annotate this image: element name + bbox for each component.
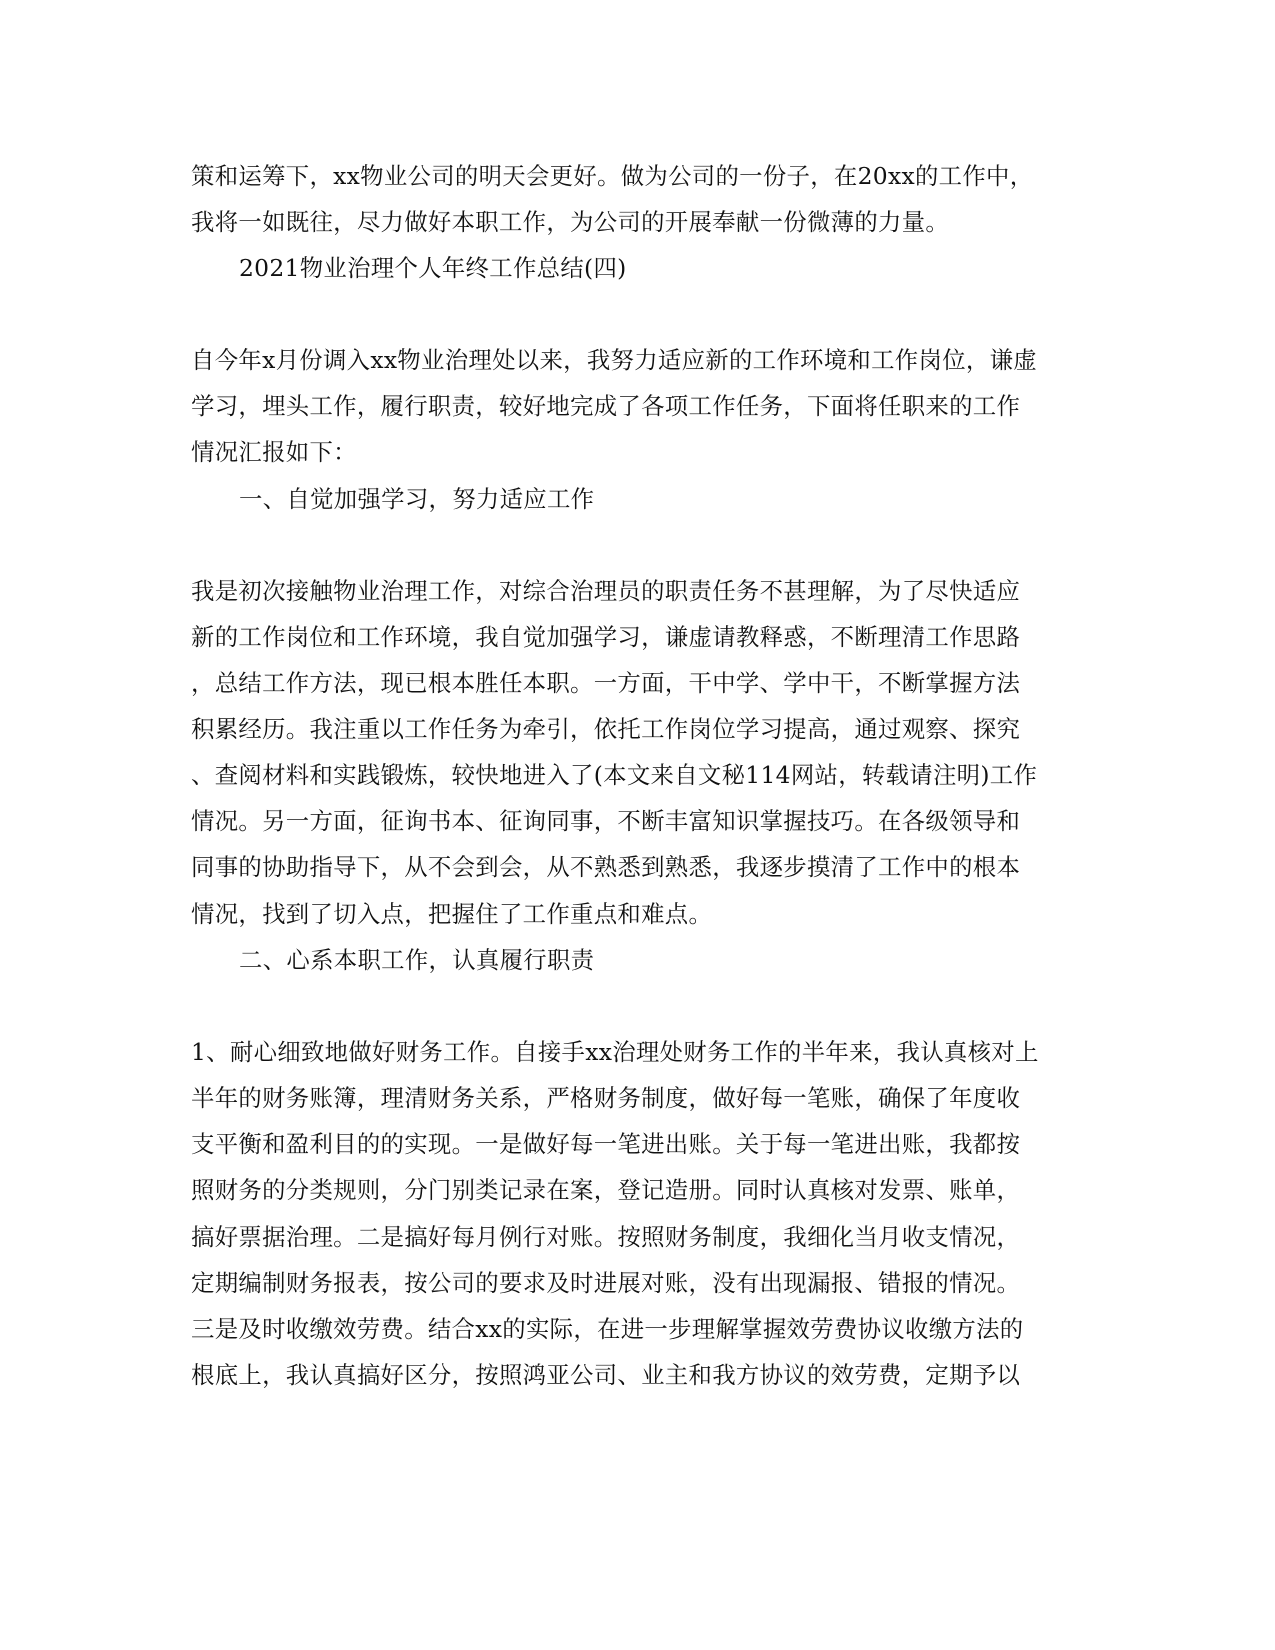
text-line: 定期编制财务报表，按公司的要求及时进展对账，没有出现漏报、错报的情况。 bbox=[191, 1269, 1021, 1297]
text-line: 、查阅材料和实践锻炼，较快地进入了(本文来自文秘114网站，转载请注明)工作 bbox=[191, 761, 1038, 789]
section-heading: 二、心系本职工作，认真履行职责 bbox=[239, 946, 595, 974]
text-line: 半年的财务账簿，理清财务关系，严格财务制度，做好每一笔账，确保了年度收 bbox=[191, 1084, 1021, 1112]
section-heading: 一、自觉加强学习，努力适应工作 bbox=[239, 485, 595, 513]
text-line: 同事的协助指导下，从不会到会，从不熟悉到熟悉，我逐步摸清了工作中的根本 bbox=[191, 853, 1021, 881]
text-line: 我是初次接触物业治理工作，对综合治理员的职责任务不甚理解，为了尽快适应 bbox=[191, 577, 1021, 605]
section-title: 2021物业治理个人年终工作总结(四) bbox=[239, 254, 627, 282]
text-line: 搞好票据治理。二是搞好每月例行对账。按照财务制度，我细化当月收支情况， bbox=[191, 1223, 1021, 1251]
text-line: 我将一如既往，尽力做好本职工作，为公司的开展奉献一份微薄的力量。 bbox=[191, 208, 950, 236]
text-line: 自今年x月份调入xx物业治理处以来，我努力适应新的工作环境和工作岗位，谦虚 bbox=[191, 346, 1037, 374]
text-line: 学习，埋头工作，履行职责，较好地完成了各项工作任务，下面将任职来的工作 bbox=[191, 392, 1021, 420]
text-line: 三是及时收缴效劳费。结合xx的实际，在进一步理解掌握效劳费协议收缴方法的 bbox=[191, 1315, 1024, 1343]
text-line: 根底上，我认真搞好区分，按照鸿亚公司、业主和我方协议的效劳费，定期予以 bbox=[191, 1361, 1021, 1389]
text-line: 情况。另一方面，征询书本、征询同事，不断丰富知识掌握技巧。在各级领导和 bbox=[191, 807, 1021, 835]
text-line: 新的工作岗位和工作环境，我自觉加强学习，谦虚请教释惑，不断理清工作思路 bbox=[191, 623, 1021, 651]
text-line: ，总结工作方法，现已根本胜任本职。一方面，干中学、学中干，不断掌握方法 bbox=[191, 669, 1021, 697]
text-line: 情况汇报如下： bbox=[191, 438, 357, 466]
text-line: 积累经历。我注重以工作任务为牵引，依托工作岗位学习提高，通过观察、探究 bbox=[191, 715, 1021, 743]
text-line: 1、耐心细致地做好财务工作。自接手xx治理处财务工作的半年来，我认真核对上 bbox=[191, 1038, 1039, 1066]
text-line: 支平衡和盈利目的的实现。一是做好每一笔进出账。关于每一笔进出账，我都按 bbox=[191, 1130, 1021, 1158]
text-line: 策和运筹下，xx物业公司的明天会更好。做为公司的一份子，在20xx的工作中， bbox=[191, 162, 1034, 190]
text-line: 情况，找到了切入点，把握住了工作重点和难点。 bbox=[191, 900, 713, 928]
text-line: 照财务的分类规则，分门别类记录在案，登记造册。同时认真核对发票、账单， bbox=[191, 1176, 1021, 1204]
